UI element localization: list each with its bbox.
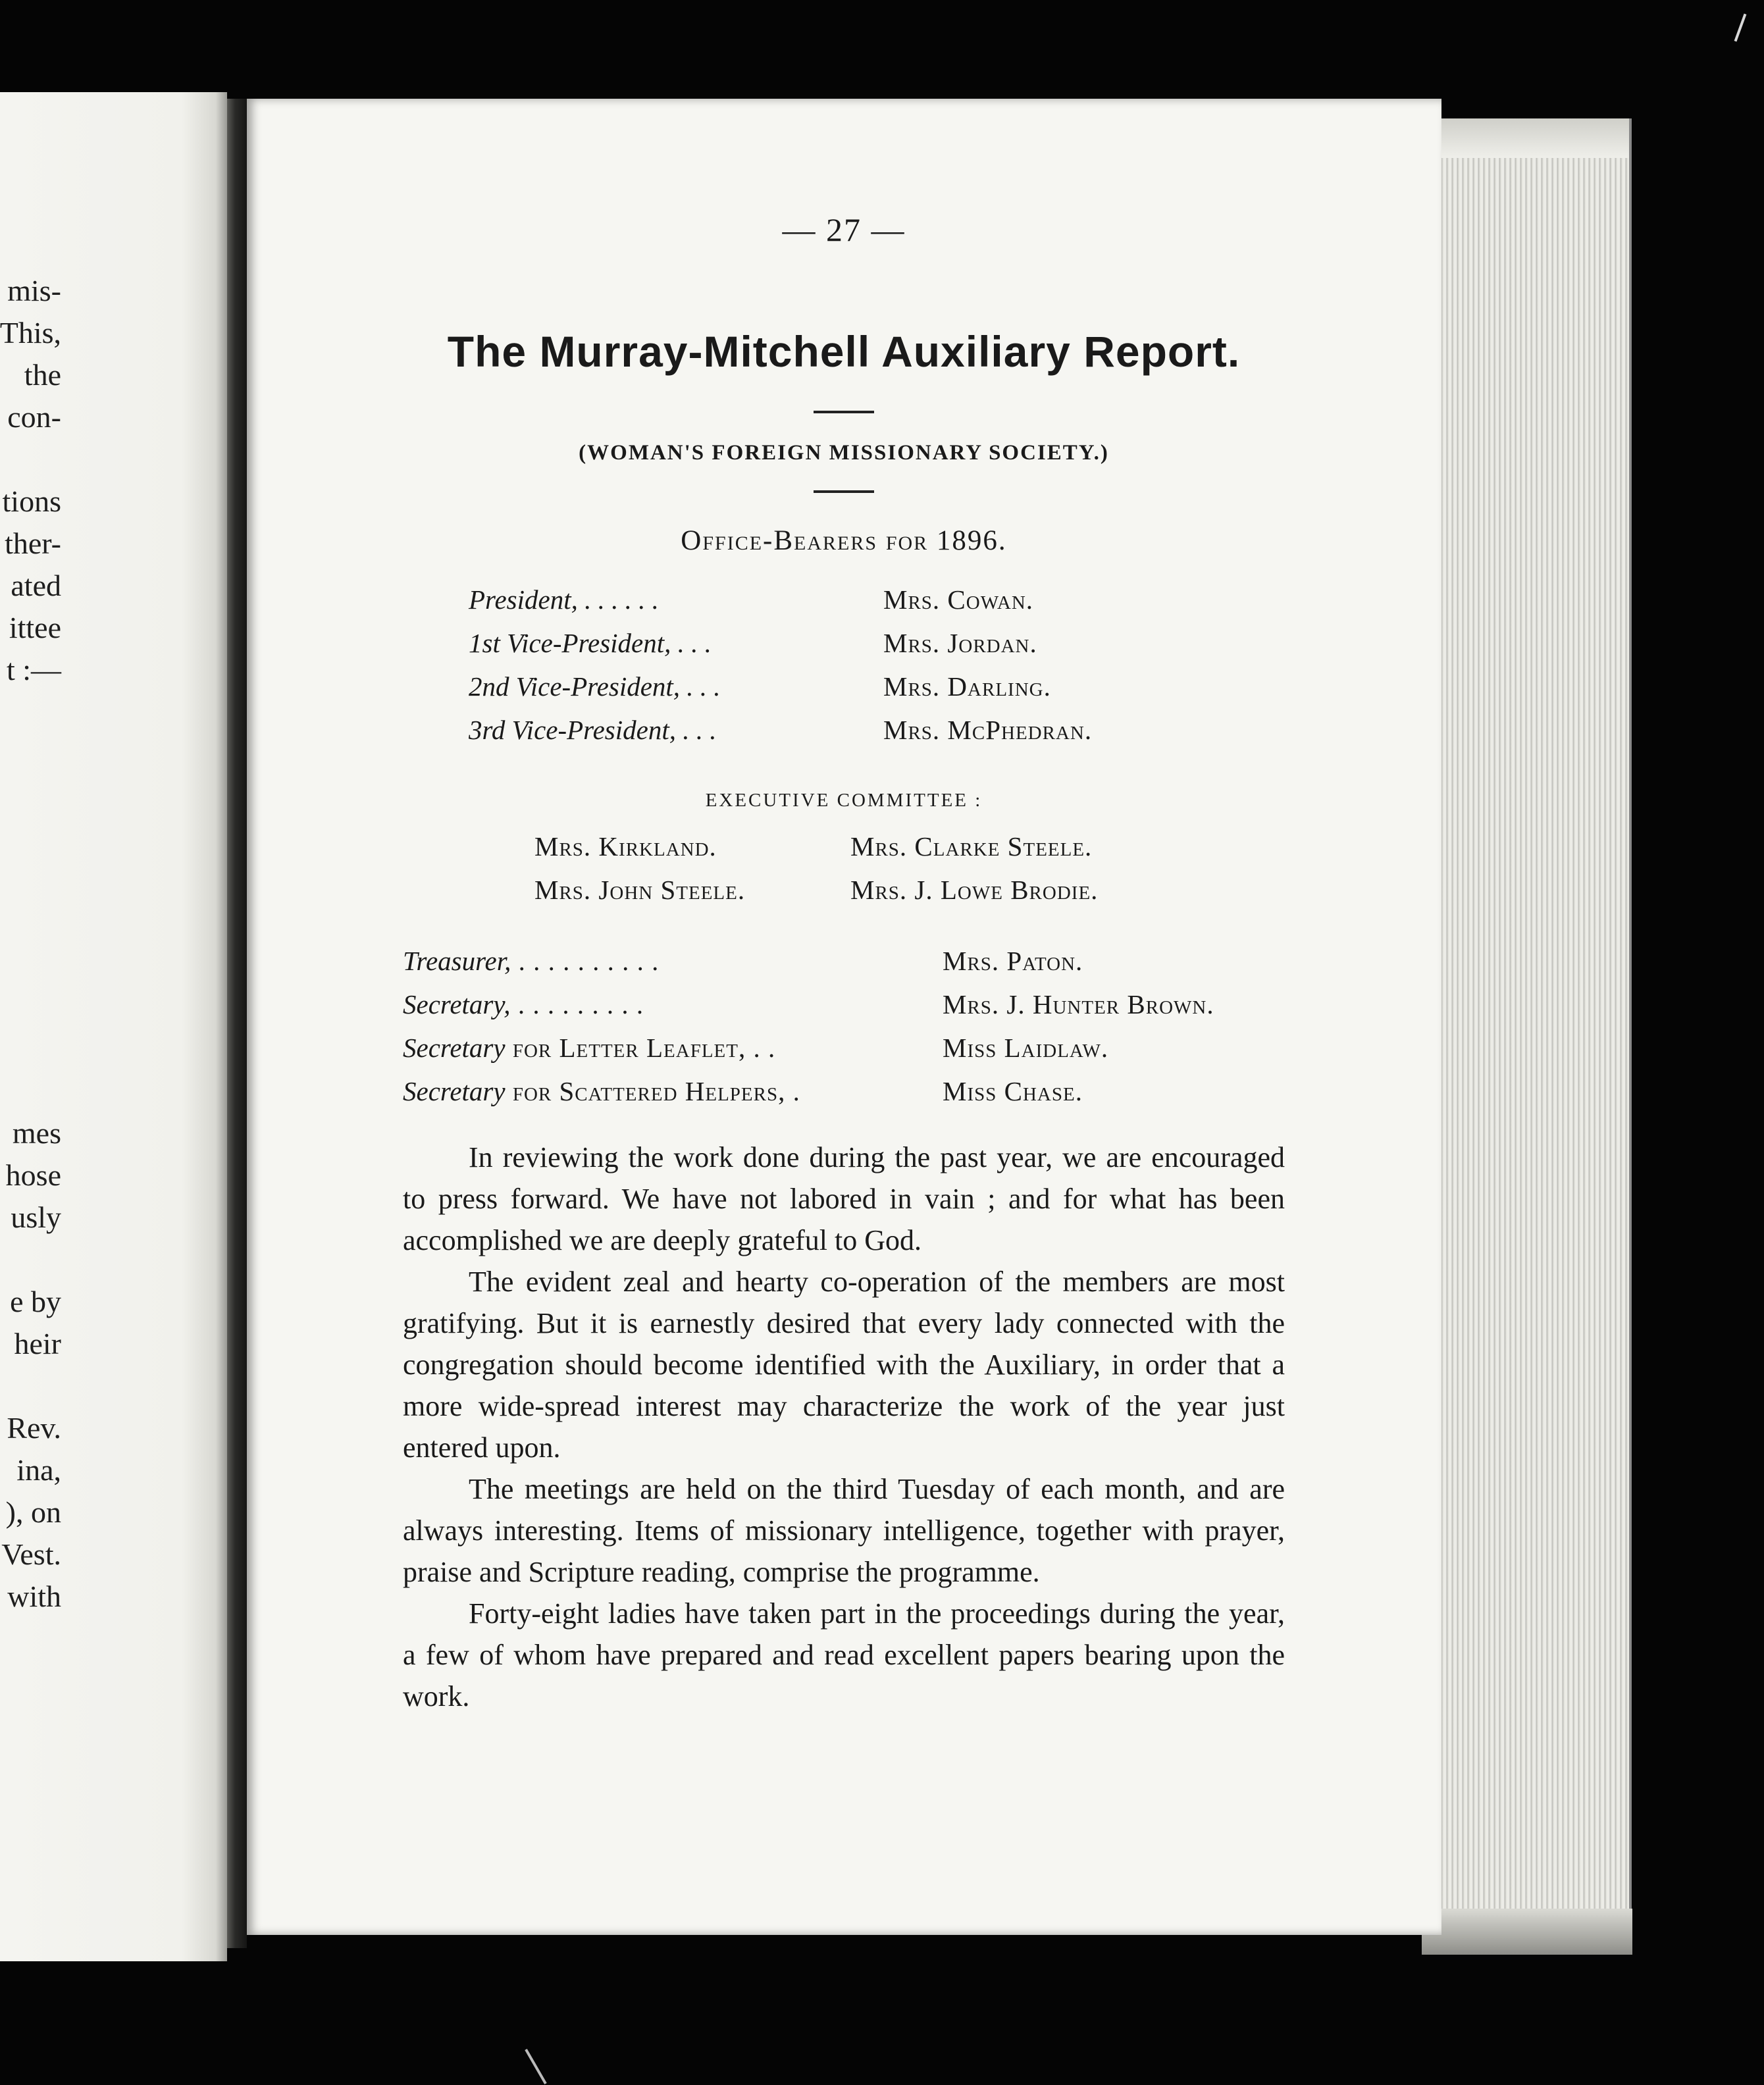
report-body (403, 1137, 1285, 1717)
officer-role-detail: for Letter Leaflet, . . (505, 1033, 776, 1063)
scan-scratch (525, 2049, 546, 2084)
subtitle-rule (814, 490, 874, 493)
previous-page-line: hose (5, 1158, 61, 1192)
report-subtitle: (WOMAN'S FOREIGN MISSIONARY SOCIETY.) (579, 441, 1109, 465)
executive-member: Mrs. Clarke Steele. (850, 831, 1093, 862)
previous-page-line: e by (10, 1285, 61, 1318)
previous-page (0, 92, 227, 1961)
officer-role (403, 1075, 943, 1107)
officer-role-detail: for Scattered Helpers, . (505, 1076, 800, 1106)
officers-list (469, 578, 1285, 752)
officer-name: Mrs. Paton. (943, 946, 1083, 976)
previous-page-line: ), on (5, 1495, 61, 1529)
officer-role (403, 1032, 943, 1064)
officer-name: Mrs. Cowan. (883, 584, 1034, 615)
executive-member: Mrs. Kirkland. (534, 831, 717, 862)
officers-heading: Office-Bearers for 1896. (681, 525, 1007, 556)
officer-name: Miss Laidlaw. (943, 1033, 1109, 1063)
previous-page-line: ittee (9, 611, 61, 644)
body-paragraph: The meetings are held on the third Tuesday of each month, and are always interesting. Items of missionary intelligence, together with prayer, praise and Scripture reading, comprise the programme. (403, 1473, 1285, 1588)
officer-role (403, 945, 943, 977)
previous-page-line: con- (7, 400, 61, 434)
title-rule (814, 411, 874, 413)
executive-heading: EXECUTIVE COMMITTEE : (705, 790, 983, 811)
officer-role-title: Secretary (403, 1076, 506, 1106)
previous-page-line: This, (0, 316, 61, 349)
officer-name: Mrs. McPhedran. (883, 715, 1093, 745)
previous-page-line: Rev. (7, 1411, 61, 1445)
scan-scratch (1734, 14, 1747, 42)
previous-page-line (0, 860, 61, 902)
officer-name: Mrs. Jordan. (883, 628, 1037, 658)
page-stack (1428, 118, 1632, 1948)
report-title: The Murray-Mitchell Auxiliary Report. (447, 327, 1241, 376)
previous-page-line: tions (2, 484, 61, 518)
previous-page-line: the (24, 358, 61, 392)
officer-role-detail: . . . . . . . . . (510, 989, 644, 1019)
officer-role: 1st Vice-President, . . . (469, 628, 712, 658)
officer-role-title: Secretary (403, 1033, 506, 1063)
officer-role-title: Secretary, (403, 989, 511, 1019)
executive-member: Mrs. John Steele. (534, 875, 746, 905)
officer-row (469, 621, 1285, 665)
page-stack-top (1428, 118, 1629, 158)
previous-page-line (0, 944, 61, 986)
secretaries-list (403, 939, 1285, 1113)
previous-page-line: ina, (16, 1453, 61, 1487)
previous-page-line (0, 1028, 61, 1070)
officer-row (403, 983, 1285, 1026)
officer-role-title: Treasurer, (403, 946, 511, 976)
previous-page-line (0, 1365, 61, 1407)
previous-page-line (0, 1239, 61, 1281)
body-paragraph: Forty-eight ladies have taken part in the proceedings during the year, a few of whom have prepared and read excellent papers bearing upon the work. (403, 1597, 1285, 1712)
previous-page-line (0, 817, 61, 860)
officer-role: 3rd Vice-President, . . . (469, 715, 717, 745)
officer-role: President, . . . . . . (469, 584, 659, 615)
previous-page-text (0, 270, 61, 1618)
previous-page-line: heir (14, 1327, 61, 1360)
previous-page-line: ated (11, 569, 61, 602)
previous-page-line: Vest. (1, 1537, 61, 1571)
page-content (403, 197, 1285, 1717)
previous-page-line (0, 902, 61, 944)
page-number: — 27 — (782, 211, 906, 248)
officer-row (403, 1069, 1285, 1113)
previous-page-line: t :— (6, 653, 61, 686)
officer-role: 2nd Vice-President, . . . (469, 671, 721, 702)
previous-page-line (0, 986, 61, 1028)
previous-page-line: mis- (7, 274, 61, 307)
officer-role (403, 989, 943, 1020)
previous-page-line (0, 733, 61, 775)
previous-page-line (0, 438, 61, 480)
body-paragraph: In reviewing the work done during the past year, we are encouraged to press forward. We have not labored in vain ; and for what has been accomplished we are deeply grateful to God. (403, 1141, 1285, 1256)
previous-page-line: with (7, 1580, 61, 1613)
officer-row (403, 939, 1285, 983)
executive-member: Mrs. J. Lowe Brodie. (850, 875, 1099, 905)
officer-row (403, 1026, 1285, 1069)
previous-page-line: mes (12, 1116, 61, 1150)
officer-role-detail: . . . . . . . . . . (511, 946, 660, 976)
previous-page-line: ther- (5, 527, 61, 560)
officer-row (469, 578, 1285, 621)
officer-row (469, 665, 1285, 708)
page-stack-bottom (1422, 1909, 1632, 1955)
previous-page-line (0, 691, 61, 733)
previous-page-line: usly (11, 1200, 61, 1234)
officer-name: Miss Chase. (943, 1076, 1083, 1106)
book-gutter (227, 99, 247, 1948)
officer-row (469, 708, 1285, 752)
previous-page-line (0, 1070, 61, 1112)
body-paragraph: The evident zeal and hearty co-operation of the members are most gratifying. But it is earnestly desired that every lady connected with the congregation should become identified with the Auxiliary, in order that a more wide-spread interest may characterize the work of the year just entered upon. (403, 1266, 1285, 1464)
officer-name: Mrs. Darling. (883, 671, 1051, 702)
officer-name: Mrs. J. Hunter Brown. (943, 989, 1214, 1019)
previous-page-line (0, 775, 61, 817)
executive-committee (534, 825, 1285, 912)
